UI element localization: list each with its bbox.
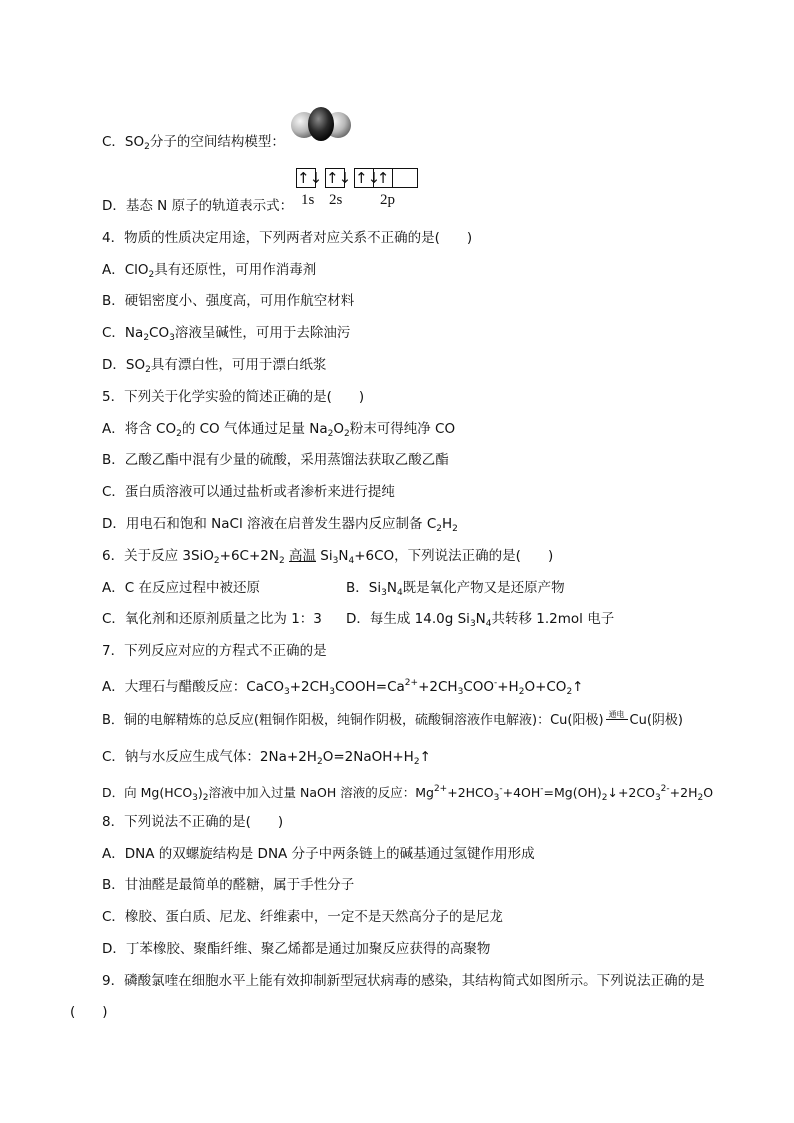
orbital-box-2s: ↑↓ (326, 169, 352, 187)
q6-option-d (346, 610, 614, 633)
text: +H (497, 679, 519, 695)
text: +6C+2N (219, 548, 279, 564)
text: D．每生成 14.0g Si (346, 611, 470, 627)
text: H (441, 516, 453, 532)
subscript: 4 (396, 588, 403, 598)
q8-option-a: A．DNA 的双螺旋结构是 DNA 分子中两条链上的碱基通过氢键作用形成 (102, 846, 535, 862)
q3-option-c (102, 133, 285, 156)
text: ↑ (572, 679, 584, 695)
text: 共转移 1.2mol 电子 (491, 611, 615, 627)
q3-option-d: D．基态 N 原子的轨道表示式： (102, 198, 294, 214)
text: ↑ (419, 749, 431, 765)
q8-option-d: D．丁苯橡胶、聚酯纤维、聚乙烯都是通过加聚反应获得的高聚物 (102, 941, 491, 957)
subscript: 4 (348, 556, 355, 566)
q8-stem: 8．下列说法不正确的是( ) (102, 814, 284, 830)
text: O+CO (524, 679, 567, 695)
subscript: 2 (436, 524, 442, 534)
text: O=2NaOH+H (322, 749, 414, 765)
subscript: 3 (654, 793, 661, 803)
q5-option-d (102, 515, 458, 538)
subscript: 3 (329, 687, 335, 697)
subscript: 2 (213, 556, 220, 566)
text: ) (197, 785, 203, 800)
subscript: 2 (566, 687, 573, 697)
orbital-box-2p-1: ↑↓ (355, 169, 381, 187)
orbital-box-2p-3 (392, 168, 418, 188)
superscript: 2+ (433, 784, 448, 794)
text: 溶液中加入过量 NaOH 溶液的反应：Mg (208, 785, 434, 800)
subscript: 2 (148, 270, 155, 280)
text: 粉末可得纯净 CO (349, 421, 456, 437)
subscript: 2 (316, 757, 323, 767)
q7-option-b (102, 711, 683, 730)
subscript: 2 (697, 793, 704, 803)
text: 既是氧化产物又是还原产物 (402, 580, 565, 596)
text: Si (316, 548, 333, 564)
text: +2HCO (447, 785, 494, 800)
q5-option-c: C．蛋白质溶液可以通过盐析或者渗析来进行提纯 (102, 484, 395, 500)
text: COOH=Ca (334, 679, 405, 695)
text: D．向 Mg(HCO (102, 785, 193, 800)
subscript: 3 (332, 556, 339, 566)
reaction-condition: 通电 (606, 711, 628, 720)
reaction-condition: 高温 (289, 548, 317, 564)
q6-stem (102, 547, 553, 570)
superscript: - (499, 784, 503, 794)
q9-answer-paren: ( ) (70, 1004, 108, 1020)
text: D．SO (102, 357, 146, 373)
q6-option-c: C．氧化剂和还原剂质量之比为 1：3 (102, 611, 322, 627)
superscript: - (540, 784, 544, 794)
orbital-box-1s: ↑↓ (297, 169, 323, 187)
text: 的 CO 气体通过足量 Na (181, 421, 328, 437)
orbital-box-2p-2: ↑ (373, 168, 393, 188)
subscript: 2 (413, 757, 420, 767)
subscript: 2 (601, 793, 608, 803)
subscript: 2 (452, 524, 458, 534)
text: N (386, 580, 397, 596)
subscript: 3 (192, 793, 198, 803)
text: 分子的空间结构模型： (149, 134, 285, 150)
subscript: 3 (169, 333, 175, 343)
text: A．大理石与醋酸反应：CaCO (102, 679, 284, 695)
subscript: 2 (145, 365, 151, 375)
q8-option-c: C．橡胶、蛋白质、尼龙、纤维素中，一定不是天然高分子的是尼龙 (102, 909, 503, 925)
subscript: 2 (278, 556, 285, 566)
text: B．铜的电解精炼的总反应(粗铜作阳极，纯铜作阴极，硫酸铜溶液作电解液)：Cu(阳极) (102, 713, 604, 728)
text: O (703, 785, 714, 800)
text: 溶液呈碱性，可用于去除油污 (174, 325, 351, 341)
text: A．ClO (102, 262, 149, 278)
text: +6CO，下列说法正确的是( ) (354, 548, 554, 564)
subscript: 3 (469, 619, 476, 629)
q5-stem: 5．下列关于化学实验的简述正确的是( ) (102, 389, 365, 405)
subscript: 2 (176, 429, 182, 439)
q6-option-b (346, 579, 565, 602)
text: B．Si (346, 580, 382, 596)
text: =Mg(OH) (543, 785, 602, 800)
subscript: 2 (327, 429, 334, 439)
q5-option-b: B．乙酸乙酯中混有少量的硫酸，采用蒸馏法获取乙酸乙酯 (102, 452, 449, 468)
subscript: 2 (344, 429, 350, 439)
q7-option-d (102, 780, 713, 807)
text: +2H (669, 785, 698, 800)
subscript: 2 (518, 687, 525, 697)
q6-row-1 (102, 579, 260, 597)
text: 具有漂白性，可用于漂白纸浆 (150, 357, 327, 373)
text: COO (463, 679, 494, 695)
text: 具有还原性，可用作消毒剂 (154, 262, 317, 278)
text: C．SO (102, 134, 145, 150)
q6-option-a: A．C 在反应过程中被还原 (102, 580, 260, 596)
q7-option-c (102, 748, 431, 771)
q8-option-b: B．甘油醛是最简单的醛糖，属于手性分子 (102, 877, 355, 893)
q4-stem: 4．物质的性质决定用途，下列两者对应关系不正确的是( ) (102, 230, 473, 246)
text: ↓+2CO (607, 785, 655, 800)
orbital-label-2s: 2s (329, 192, 343, 208)
subscript: 3 (457, 687, 464, 697)
text: +2CH (418, 679, 458, 695)
q7-option-a (102, 674, 583, 701)
q4-option-a (102, 261, 316, 284)
q7-stem: 7．下列反应对应的方程式不正确的是 (102, 643, 327, 659)
text: C．钠与水反应生成气体：2Na+2H (102, 749, 317, 765)
superscript: 2+ (404, 678, 419, 688)
text: C．Na (102, 325, 144, 341)
q4-option-c (102, 324, 350, 347)
text: Cu(阴极) (629, 713, 683, 728)
text: N (338, 548, 349, 564)
text: 6．关于反应 3SiO (102, 548, 214, 564)
superscript: - (493, 678, 498, 688)
q4-option-b: B．硬铝密度小、强度高，可用作航空材料 (102, 293, 355, 309)
subscript: 3 (284, 687, 290, 697)
so2-space-filling-model-image (290, 106, 352, 142)
q5-option-a (102, 420, 455, 443)
superscript: 2- (660, 784, 670, 794)
q9-stem: 9．磷酸氯喹在细胞水平上能有效抑制新型冠状病毒的感染，其结构简式如图所示。下列说法正确的是 (102, 973, 705, 989)
subscript: 4 (485, 619, 492, 629)
text: +4OH (502, 785, 541, 800)
text: D．用电石和饱和 NaCl 溶液在启普发生器内反应制备 C (102, 516, 437, 532)
orbital-label-2p: 2p (380, 192, 395, 208)
orbital-label-1s: 1s (301, 192, 315, 208)
text: A．将含 CO (102, 421, 177, 437)
subscript: 2 (143, 333, 150, 343)
subscript: 2 (202, 793, 209, 803)
text: +2CH (289, 679, 330, 695)
subscript: 3 (493, 793, 500, 803)
text: O (333, 421, 345, 437)
q4-option-d (102, 356, 326, 379)
text: N (475, 611, 486, 627)
subscript: 3 (381, 588, 387, 598)
text: CO (149, 325, 170, 341)
subscript: 2 (144, 142, 150, 152)
